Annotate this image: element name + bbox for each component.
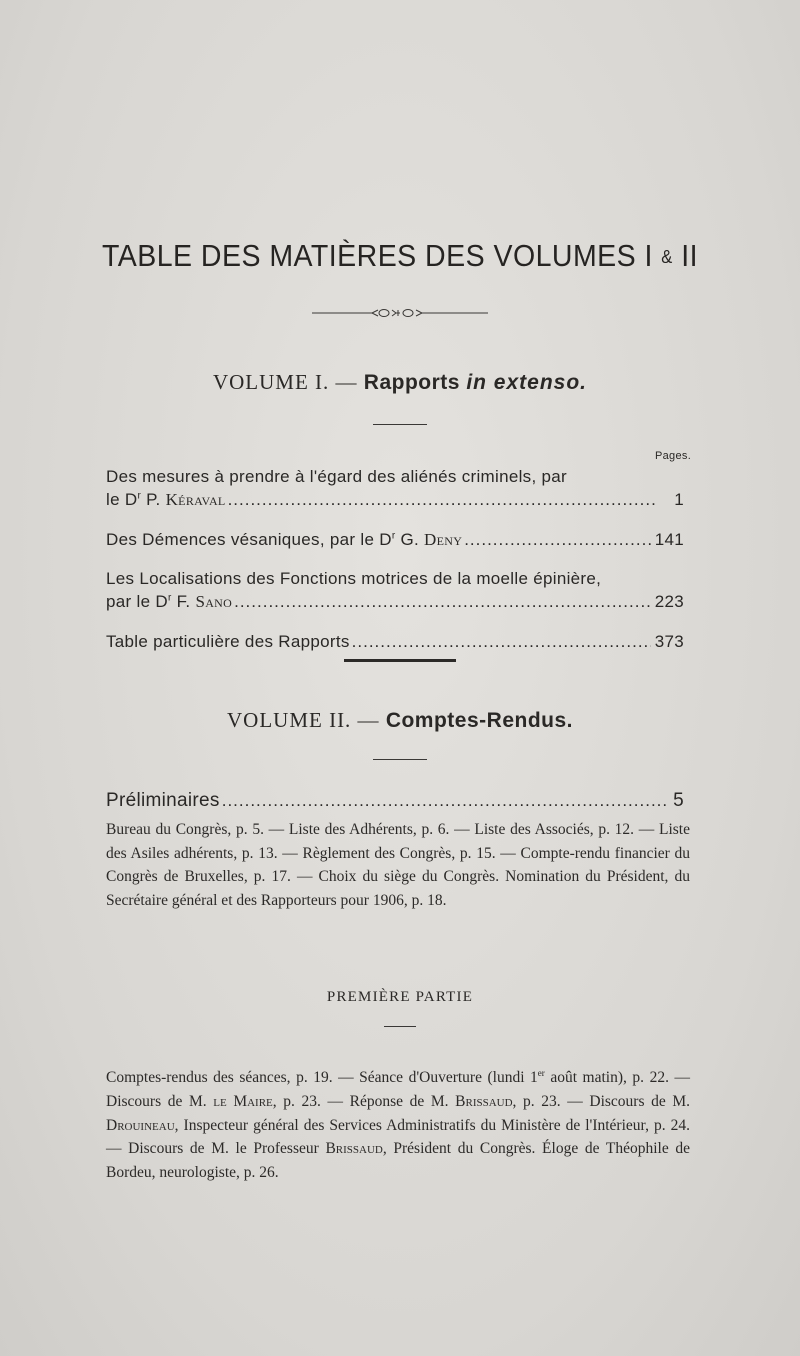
toc-entry-2-text [106,530,462,550]
toc-entry-1-prefix [106,490,226,510]
dot-leader [222,791,667,811]
toc-entry-2-initial: G. [395,530,425,549]
part-1-text-c: , p. 23. — Réponse de M. [272,1092,456,1110]
dot-leader [234,592,651,612]
toc-entry-4-text: Table particulière des Rapports [106,632,350,651]
toc-entry-1-dr: le D [106,490,138,509]
toc-entry-3-page: 223 [654,592,684,611]
page-title [32,238,768,274]
volume-2-prefix: VOLUME II. — [227,708,386,732]
toc-entry-1-initial: P. [141,490,166,509]
preliminaires-page: 5 [673,790,684,811]
preliminaires-label: Préliminaires [106,790,220,811]
toc-entry-1-sup: r [137,490,142,502]
toc-entry-3-author: Sano [195,592,233,611]
toc-entry-2 [106,530,684,550]
preliminaires-contents [106,818,690,913]
part-1-text-d: , p. 23. — Discours de M. [512,1092,691,1110]
short-rule [384,1026,416,1027]
toc-entry-3-line-1: Les Localisations des Fonctions motrices de la moelle épinière, [106,569,602,588]
toc-entry-4-page: 373 [654,632,684,651]
toc-entry-1-line-1: Des mesures à prendre à l'égard des aliénés criminels, par [106,467,567,486]
toc-entry-1-line-2 [106,490,684,510]
volume-1-bold: Rapports [363,371,467,394]
toc-entry-4 [106,632,684,652]
toc-entry-2-sup: r [391,530,396,542]
part-1-maire: Maire [233,1092,273,1110]
volume-1-prefix: VOLUME I. — [212,370,364,394]
title-ampersand: & [661,247,673,267]
toc-entry-3-dr: par le D [106,592,168,611]
dot-leader [464,530,651,550]
part-1-text-e: , Inspecteur général des Services Administratifs du Ministère de l'Intérieur, p. 24. — Discours de M. le Professeur [106,1116,690,1158]
part-1-heading: PREMIÈRE PARTIE [326,989,474,1005]
short-rule [373,424,427,425]
volume-1-heading [0,370,800,395]
short-rule [373,759,427,760]
toc-entry-2-prefix: Des Démences vésaniques, par le D [106,530,392,549]
pages-column-label: Pages. [655,450,692,462]
part-1-sup: er [537,1068,545,1078]
part-1-text-b: août matin), p. 22. — Discours de M. [106,1069,690,1110]
toc-entry-1-author: Kéraval [165,490,226,509]
dot-leader [352,632,651,652]
toc-entry-2-author: Deny [424,530,463,549]
volume-1-italic: in extenso. [466,371,588,394]
part-1-brissaud-2: Brissaud [325,1140,383,1158]
dot-leader [228,490,658,510]
toc-entry-3-line-2 [106,592,684,612]
preliminaires-entry [106,790,684,812]
part-1-text-f: , Président du Congrès. Éloge de Théophile de Bordeu, neurologiste, p. 26. [106,1140,690,1181]
volume-2-bold: Comptes-Rendus. [385,709,573,732]
thick-rule [344,659,456,662]
toc-entry-3-initial: F. [171,592,196,611]
part-1-contents [106,1062,690,1185]
part-1-drouineau: Drouineau [106,1116,175,1134]
title-end: II [681,238,698,273]
preliminaires-text: Bureau du Congrès, p. 5. — Liste des Adhérents, p. 6. — Liste des Associés, p. 12. — Liste des Asiles adhérents, p. 13. — Règlement des Congrès, p. 15. — Compte-rendu financier du Congrès de Bruxelles, p. 17. — Choix du siège du Congrès. Nomination du Président, du Secrétaire général et des Rapporteurs pour 1906, p. 18. [106,821,690,910]
part-1-brissaud: Brissaud [455,1092,513,1110]
part-1-le: le [213,1092,227,1110]
part-1-text-a: Comptes-rendus des séances, p. 19. — Séance d'Ouverture (lundi 1 [106,1069,538,1087]
title-main: TABLE DES MATIÈRES DES VOLUMES I [101,238,653,273]
toc-entry-3-prefix [106,592,232,612]
toc-entry-3-sup: r [167,592,172,604]
volume-2-heading [0,708,800,733]
ornament-divider-icon [312,307,488,319]
toc-entry-1-page: 1 [674,490,684,509]
toc-entry-2-page: 141 [654,530,684,549]
